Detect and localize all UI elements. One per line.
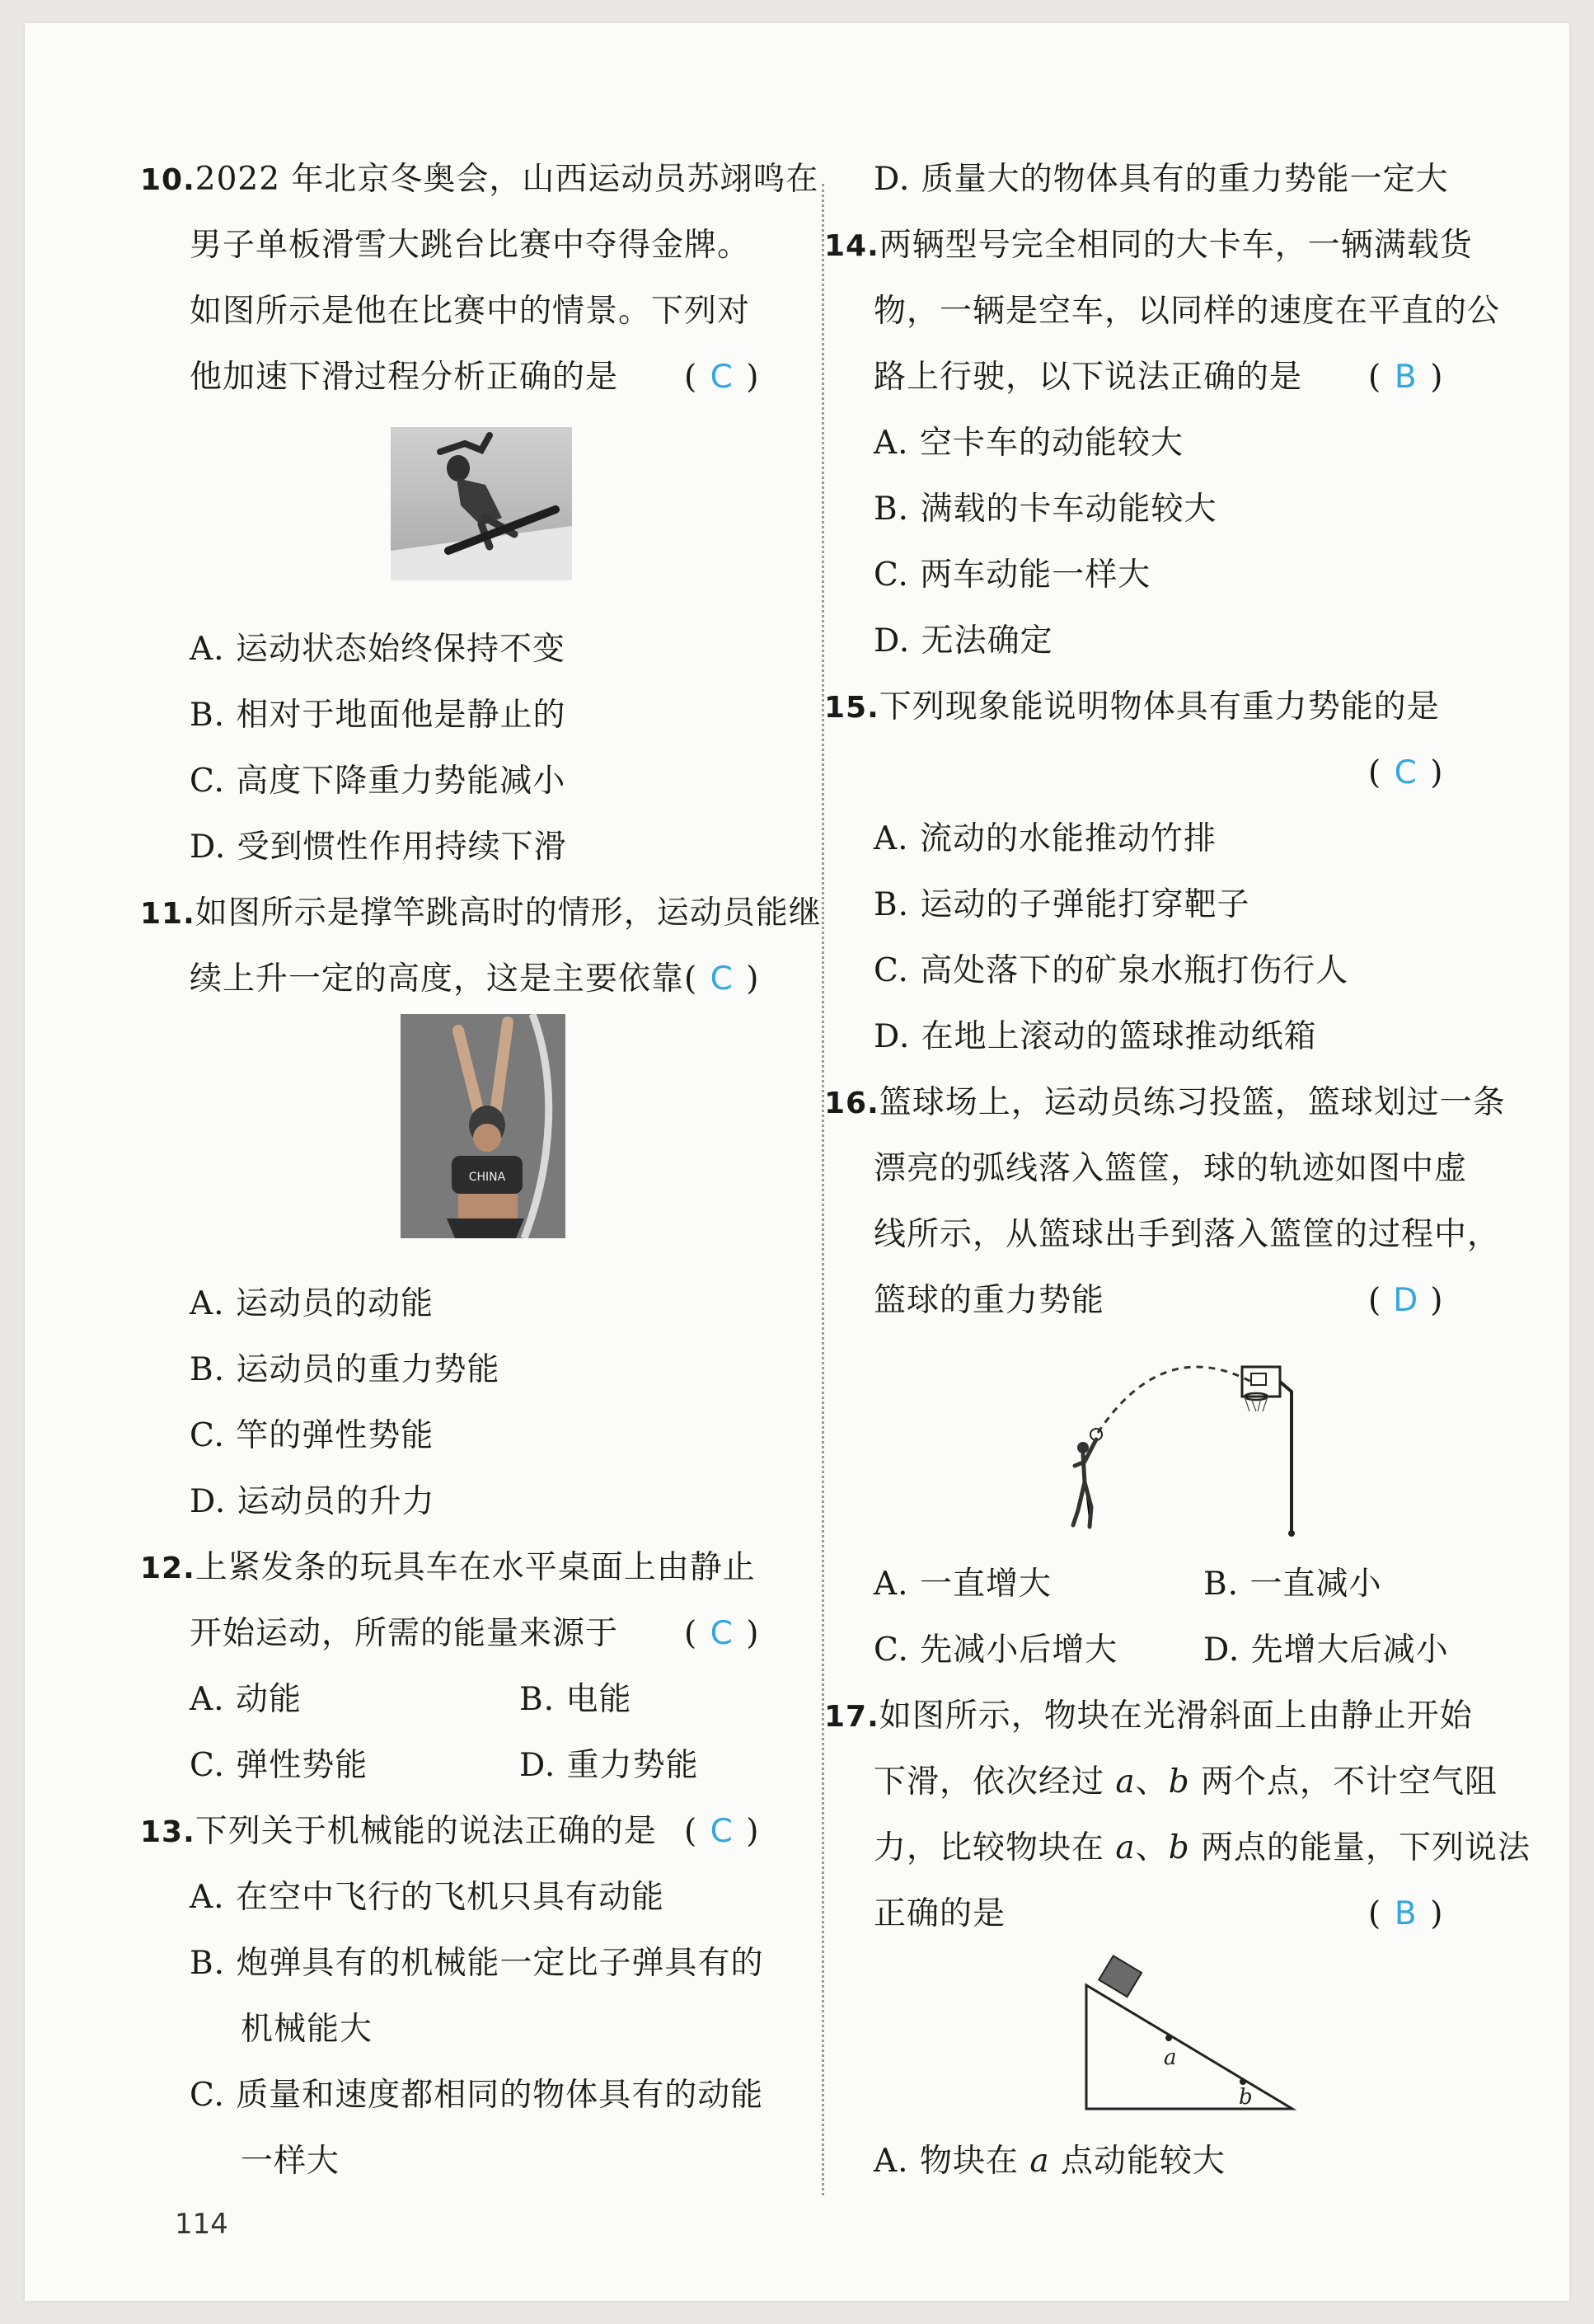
point-b-label: b — [1239, 2085, 1253, 2110]
q16-option-a: A. 一直增大 — [874, 1566, 1052, 1603]
q17-line-4: 正确的是 — [874, 1895, 1006, 1932]
q14-option-d: D. 无法确定 — [874, 622, 1053, 660]
q12-option-d: D. 重力势能 — [519, 1747, 699, 1784]
point-a-label: a — [1164, 2045, 1177, 2070]
q12-option-b: B. 电能 — [519, 1681, 632, 1718]
q11-option-d: D. 运动员的升力 — [190, 1483, 435, 1520]
q16-option-b: B. 一直减小 — [1203, 1566, 1382, 1603]
q17-answer: ( B ) — [1368, 1895, 1443, 1932]
q17-line-2: 下滑，依次经过 a、b 两个点，不计空气阻 — [874, 1763, 1498, 1801]
incline-diagram — [1070, 1952, 1309, 2117]
q13-option-b-cont: 机械能大 — [241, 2011, 373, 2048]
q13-option-a: A. 在空中飞行的飞机只具有动能 — [190, 1879, 664, 1916]
q17-option-a: A. 物块在 a 点动能较大 — [874, 2143, 1226, 2180]
q12-line-1: 12.上紧发条的玩具车在水平桌面上由静止 — [140, 1549, 756, 1586]
q17-line-1: 17.如图所示，物块在光滑斜面上由静止开始 — [824, 1697, 1473, 1735]
q14-answer: ( B ) — [1368, 359, 1443, 396]
q11-option-b: B. 运动员的重力势能 — [190, 1351, 500, 1388]
jersey-text: CHINA — [468, 1171, 506, 1184]
q15-option-a: A. 流动的水能推动竹排 — [874, 820, 1217, 857]
q13-option-b: B. 炮弹具有的机械能一定比子弹具有的 — [190, 1945, 764, 1982]
q14-option-a: A. 空卡车的动能较大 — [874, 425, 1184, 462]
q15-option-d: D. 在地上滚动的篮球推动纸箱 — [874, 1018, 1317, 1055]
q11-option-a: A. 运动员的动能 — [190, 1285, 434, 1322]
workbook-page — [25, 23, 1569, 2301]
q16-option-d: D. 先增大后减小 — [1203, 1631, 1449, 1669]
q14-line-3: 路上行驶，以下说法正确的是 — [874, 359, 1303, 396]
q10-option-d: D. 受到惯性作用持续下滑 — [190, 829, 567, 866]
q16-line-4: 篮球的重力势能 — [874, 1282, 1105, 1319]
q15-line-1: 15.下列现象能说明物体具有重力势能的是 — [824, 688, 1440, 725]
q14-option-c: C. 两车动能一样大 — [874, 556, 1151, 594]
q13-option-d: D. 质量大的物体具有的重力势能一定大 — [874, 161, 1449, 198]
q10-option-b: B. 相对于地面他是静止的 — [190, 697, 566, 734]
column-divider — [822, 184, 824, 2195]
q11-option-c: C. 竿的弹性势能 — [190, 1417, 434, 1454]
q12-option-c: C. 弹性势能 — [190, 1747, 368, 1784]
q16-option-c: C. 先减小后增大 — [874, 1631, 1118, 1669]
q13-answer: ( C ) — [684, 1813, 759, 1850]
q15-option-b: B. 运动的子弹能打穿靶子 — [874, 886, 1250, 923]
q13-option-c: C. 质量和速度都相同的物体具有的动能 — [190, 2077, 764, 2114]
q14-line-1: 14.两辆型号完全相同的大卡车，一辆满载货 — [824, 227, 1473, 264]
q10-line-2: 男子单板滑雪大跳台比赛中夺得金牌。 — [190, 227, 751, 264]
q10-option-c: C. 高度下降重力势能减小 — [190, 763, 566, 800]
q10-line-1: 10.2022 年北京冬奥会，山西运动员苏翊鸣在 — [140, 161, 819, 198]
q13-line-1: 13.下列关于机械能的说法正确的是 — [140, 1813, 657, 1850]
snowboarder-photo — [391, 427, 572, 580]
q17-line-3: 力，比较物块在 a、b 两点的能量，下列说法 — [874, 1829, 1531, 1866]
q11-answer: ( C ) — [684, 960, 759, 998]
q10-number: 10. — [140, 163, 195, 197]
q12-line-2: 开始运动，所需的能量来源于 — [190, 1615, 619, 1652]
q11-line-1: 11.如图所示是撑竿跳高时的情形，运动员能继 — [140, 894, 822, 932]
q10-option-a: A. 运动状态始终保持不变 — [190, 631, 565, 668]
q10-line-3: 如图所示是他在比赛中的情景。下列对 — [190, 293, 751, 330]
pole-vault-photo — [401, 1014, 565, 1238]
page-number: 114 — [175, 2208, 228, 2241]
q11-line-2: 续上升一定的高度，这是主要依靠 — [190, 960, 685, 998]
q14-option-b: B. 满载的卡车动能较大 — [874, 491, 1217, 528]
q16-answer: ( D ) — [1368, 1282, 1443, 1319]
basketball-diagram — [1065, 1342, 1312, 1540]
q16-line-2: 漂亮的弧线落入篮筐，球的轨迹如图中虚 — [874, 1150, 1468, 1187]
q12-answer: ( C ) — [684, 1615, 759, 1652]
q13-option-c-cont: 一样大 — [241, 2143, 340, 2180]
q12-option-a: A. 动能 — [190, 1681, 302, 1718]
q14-line-2: 物，一辆是空车，以同样的速度在平直的公 — [874, 293, 1501, 330]
q10-line-4: 他加速下滑过程分析正确的是 — [190, 359, 619, 396]
q16-line-1: 16.篮球场上，运动员练习投篮，篮球划过一条 — [824, 1084, 1506, 1121]
q15-option-c: C. 高处落下的矿泉水瓶打伤行人 — [874, 952, 1349, 989]
q16-line-3: 线所示，从篮球出手到落入篮筐的过程中， — [874, 1216, 1501, 1253]
q10-answer: ( C ) — [684, 359, 759, 396]
q15-answer: ( C ) — [1368, 754, 1443, 791]
